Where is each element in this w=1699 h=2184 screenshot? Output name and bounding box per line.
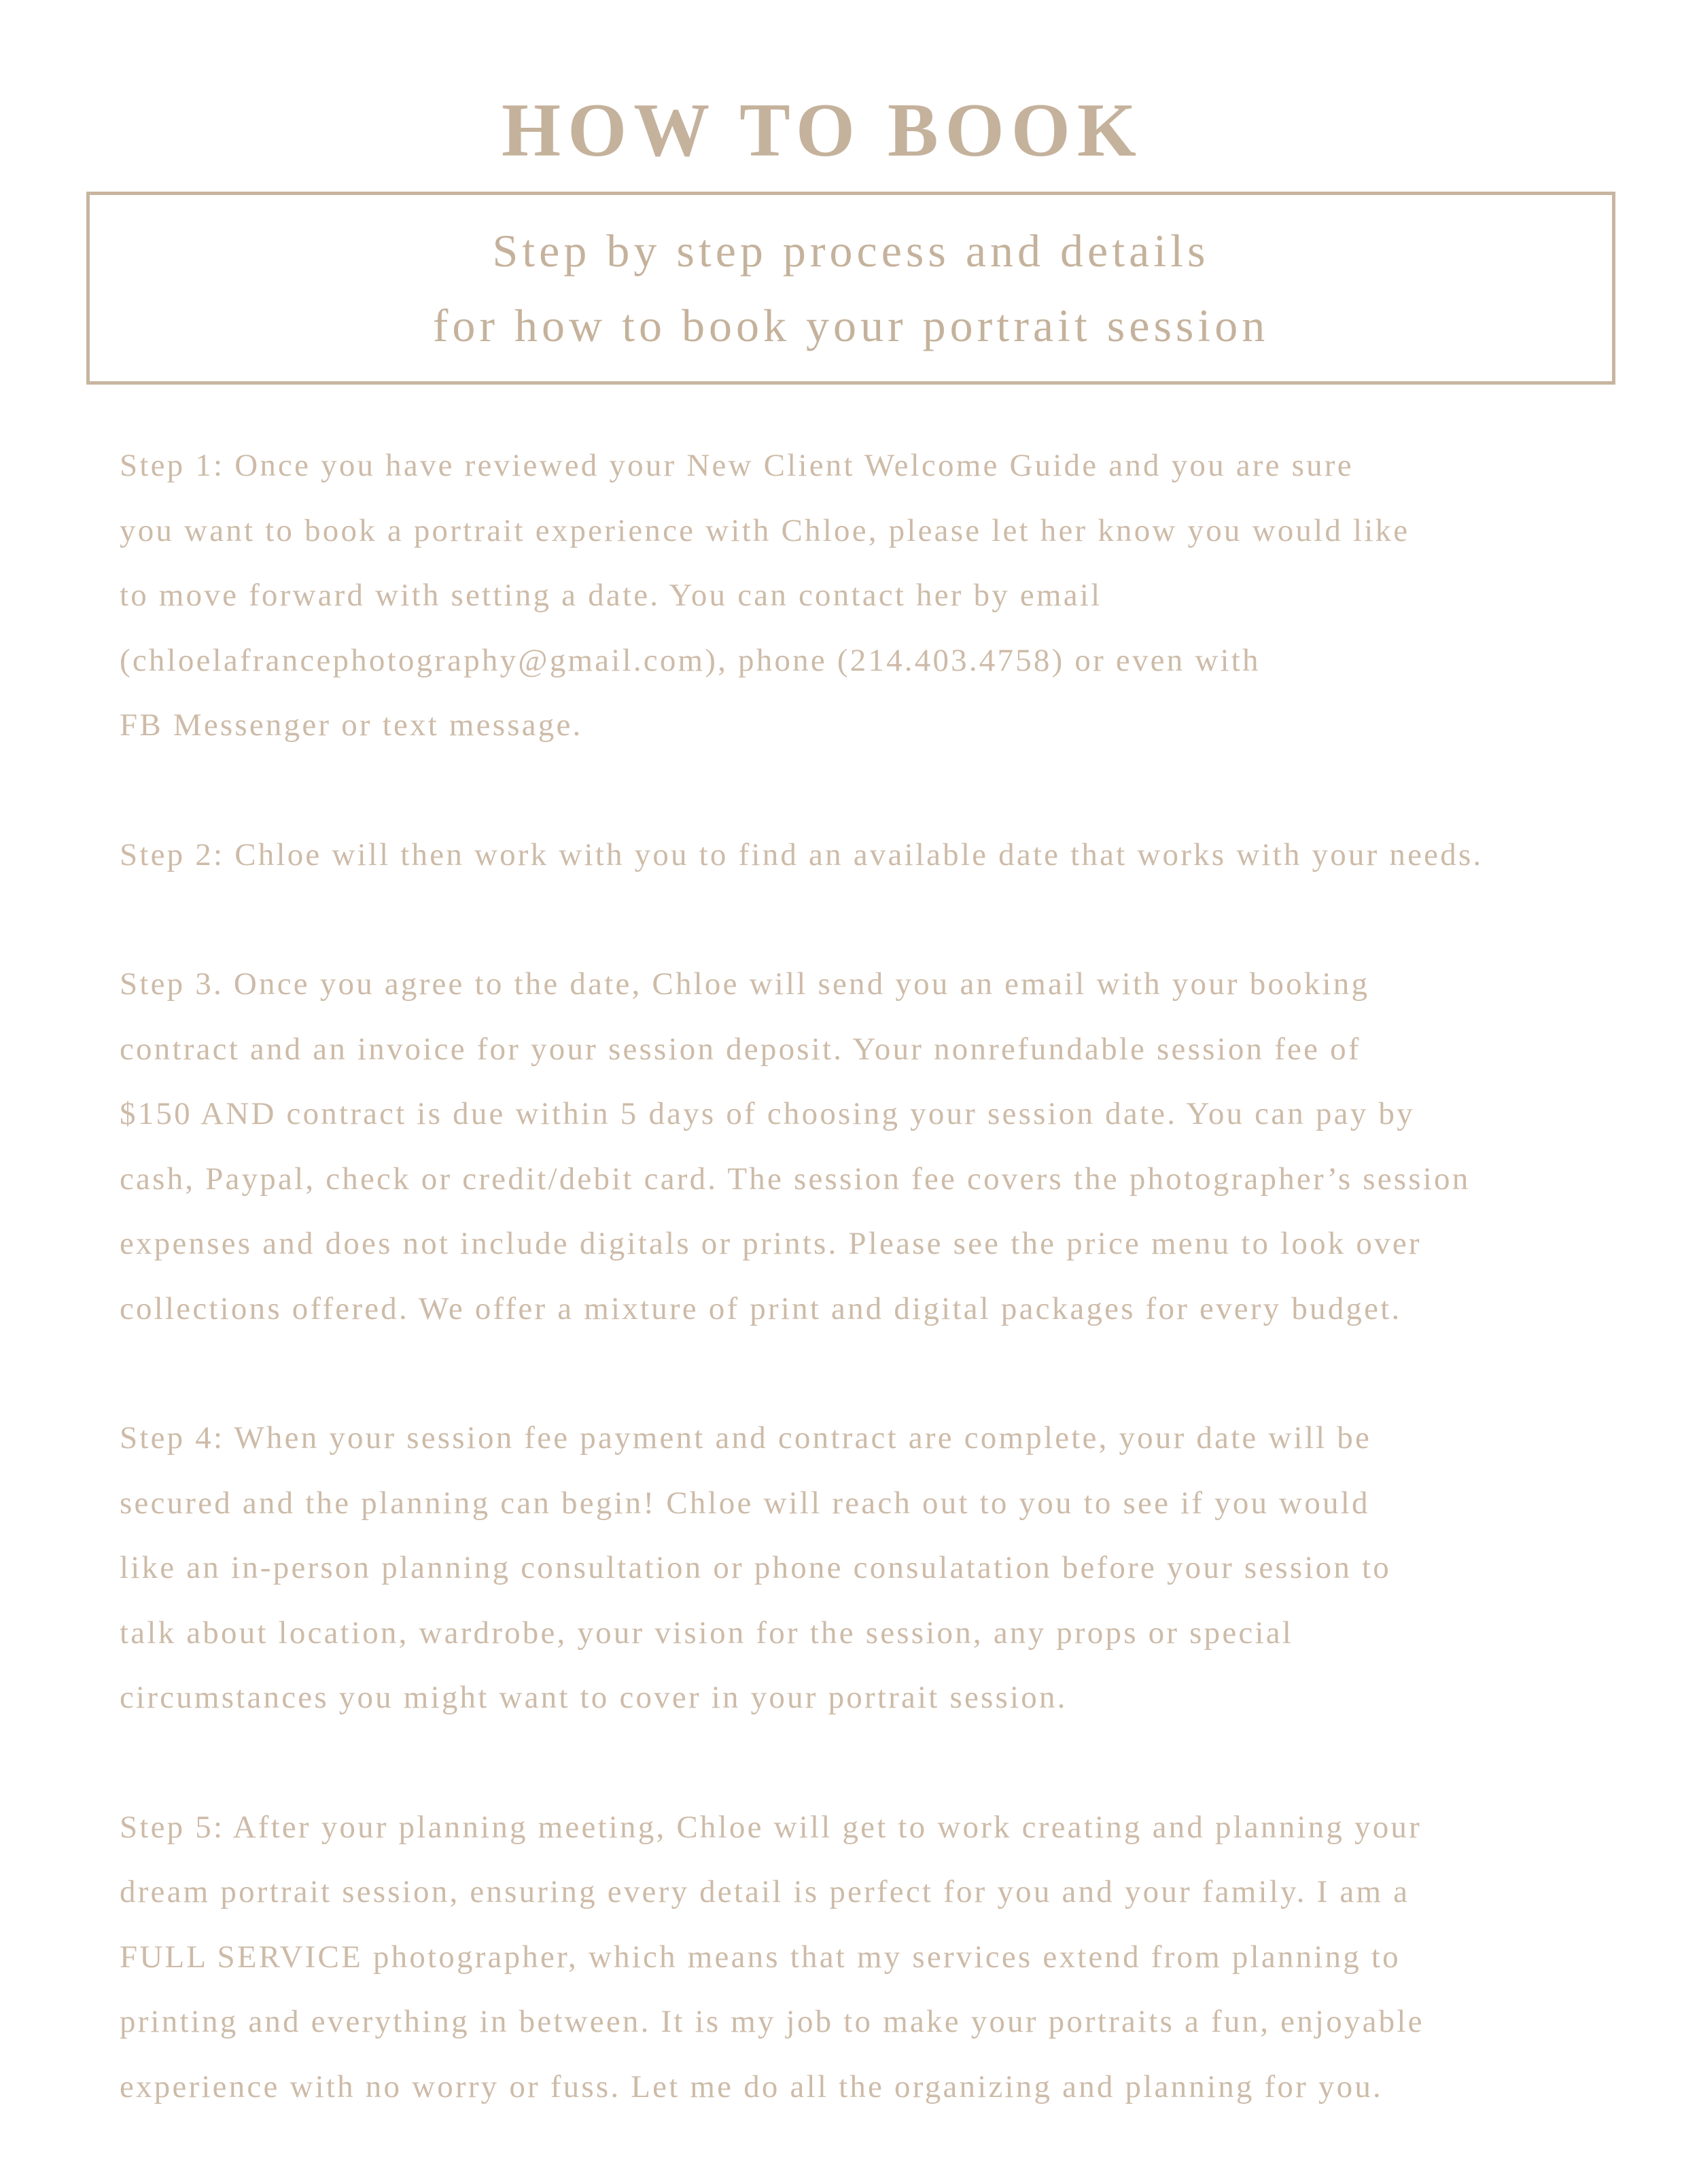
step-3-line: contract and an invoice for your session deposit. Your nonrefundable session fee of [120,1031,1361,1067]
step-1-line: (chloelafrancephotography@gmail.com), phone (214.403.4758) or even with [120,642,1261,678]
step-3 [120,952,1683,1341]
subtitle-line-1: Step by step process and details [492,225,1210,277]
step-3-line: collections offered. We offer a mixture of print and digital packages for every budget. [120,1290,1402,1326]
step-5-line: printing and everything in between. It is my job to make your portraits a fun, enjoyable [120,2004,1424,2039]
step-4-line: secured and the planning can begin! Chloe will reach out to you to see if you would [120,1485,1370,1521]
step-5-line: FULL SERVICE photographer, which means that my services extend from planning to [120,1939,1401,1975]
step-1-line: FB Messenger or text message. [120,707,583,743]
page-title: HOW TO BOOK [501,88,1144,173]
steps-list [120,434,1683,2184]
step-5-line: experience with no worry or fuss. Let me do all the organizing and planning for you. [120,2068,1383,2104]
step-4-line: circumstances you might want to cover in your portrait session. [120,1680,1068,1715]
step-2-line: Step 2: Chloe will then work with you to find an available date that works with your needs. [120,836,1484,873]
step-3-line: expenses and does not include digitals or prints. Please see the price menu to look over [120,1226,1422,1261]
step-4-line: talk about location, wardrobe, your vision for the session, any props or special [120,1615,1294,1651]
step-5-line: Step 5: After your planning meeting, Chloe will get to work creating and planning your [120,1809,1422,1845]
step-5-line: dream portrait session, ensuring every detail is perfect for you and your family. I am a [120,1874,1410,1909]
step-3-line: $150 AND contract is due within 5 days of choosing your session date. You can pay by [120,1096,1415,1131]
step-1 [120,434,1683,758]
step-2 [120,823,1683,888]
step-5 [120,1795,1683,2120]
step-3-line: cash, Paypal, check or credit/debit card. The session fee covers the photographer’s session [120,1161,1471,1197]
step-1-line: to move forward with setting a date. You can contact her by email [120,578,1102,613]
step-1-line: you want to book a portrait experience with Chloe, please let her know you would like [120,512,1410,548]
step-3-line: Step 3. Once you agree to the date, Chloe will send you an email with your booking [120,966,1370,1002]
subtitle-line-2: for how to book your portrait session [432,300,1269,351]
step-4-line: like an in-person planning consultation or phone consulatation before your session to [120,1550,1391,1585]
step-4 [120,1406,1683,1731]
subtitle-box [86,192,1615,385]
step-1-line: Step 1: Once you have reviewed your New Client Welcome Guide and you are sure [120,448,1354,483]
step-4-line: Step 4: When your session fee payment and contract are complete, your date will be [120,1420,1372,1456]
